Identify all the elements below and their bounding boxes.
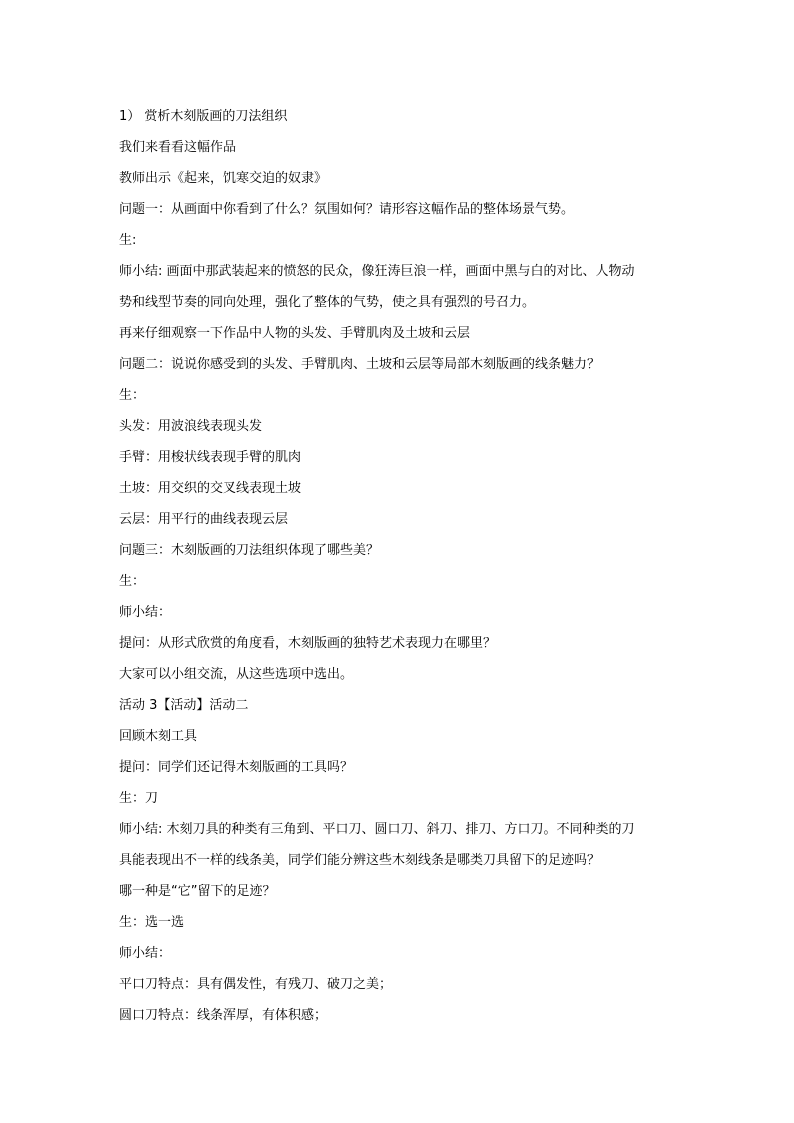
student-answer: 生： [119,574,146,589]
document-body [119,101,719,1031]
teacher-summary: 师小结： [119,946,172,961]
student-answer: 生：选一选 [119,915,185,930]
question-two: 问题二：说说你感受到的头发、手臂肌肉、土坡和云层等局部木刻版画的线条魅力？ [119,357,601,372]
student-answer: 生： [119,388,146,403]
list-item: 圆口刀特点：线条浑厚，有体积感； [119,1008,328,1023]
student-answer: 生：刀 [119,791,159,806]
question-one: 问题一：从画面中你看到了什么？氛围如何？请形容这幅作品的整体场景气势。 [119,202,575,217]
teacher-summary: 师小结: 画面中那武装起来的愤怒的民众，像狂涛巨浪一样，画面中黑与白的对比、人物动 [119,264,635,279]
paragraph: 教师出示《起来，饥寒交迫的奴隶》 [119,171,328,186]
list-item: 云层：用平行的曲线表现云层 [119,512,289,527]
paragraph: 大家可以小组交流，从这些选项中选出。 [119,667,354,682]
list-item: 土坡：用交织的交叉线表现土坡 [119,481,302,496]
question-three: 问题三：木刻版画的刀法组织体现了哪些美？ [119,543,380,558]
teacher-summary-continued: 势和线型节奏的同向处理，强化了整体的气势，使之具有强烈的号召力。 [119,295,536,310]
student-answer: 生: [119,233,137,248]
paragraph: 哪一种是“它”留下的足迹？ [119,884,276,899]
activity-heading: 活动 3【活动】活动二 [119,698,249,713]
list-item: 头发：用波浪线表现头发 [119,419,263,434]
list-item: 手臂：用梭状线表现手臂的肌肉 [119,450,302,465]
paragraph: 我们来看看这幅作品 [119,140,237,155]
paragraph: 回顾木刻工具 [119,729,198,744]
question: 提问：同学们还记得木刻版画的工具吗？ [119,760,354,775]
teacher-summary-continued: 具能表现出不一样的线条美，同学们能分辨这些木刻线条是哪类刀具留下的足迹吗？ [119,853,601,868]
teacher-summary: 师小结： [119,605,172,620]
paragraph: 再来仔细观察一下作品中人物的头发、手臂肌肉及土坡和云层 [119,326,471,341]
teacher-summary: 师小结: 木刻刀具的种类有三角到、平口刀、圆口刀、斜刀、排刀、方口刀。不同种类的刀 [119,822,635,837]
list-item: 平口刀特点：具有偶发性，有残刀、破刀之美； [119,977,393,992]
question: 提问：从形式欣赏的角度看，木刻版画的独特艺术表现力在哪里？ [119,636,497,651]
section-heading: 1） 赏析木刻版画的刀法组织 [119,109,288,124]
